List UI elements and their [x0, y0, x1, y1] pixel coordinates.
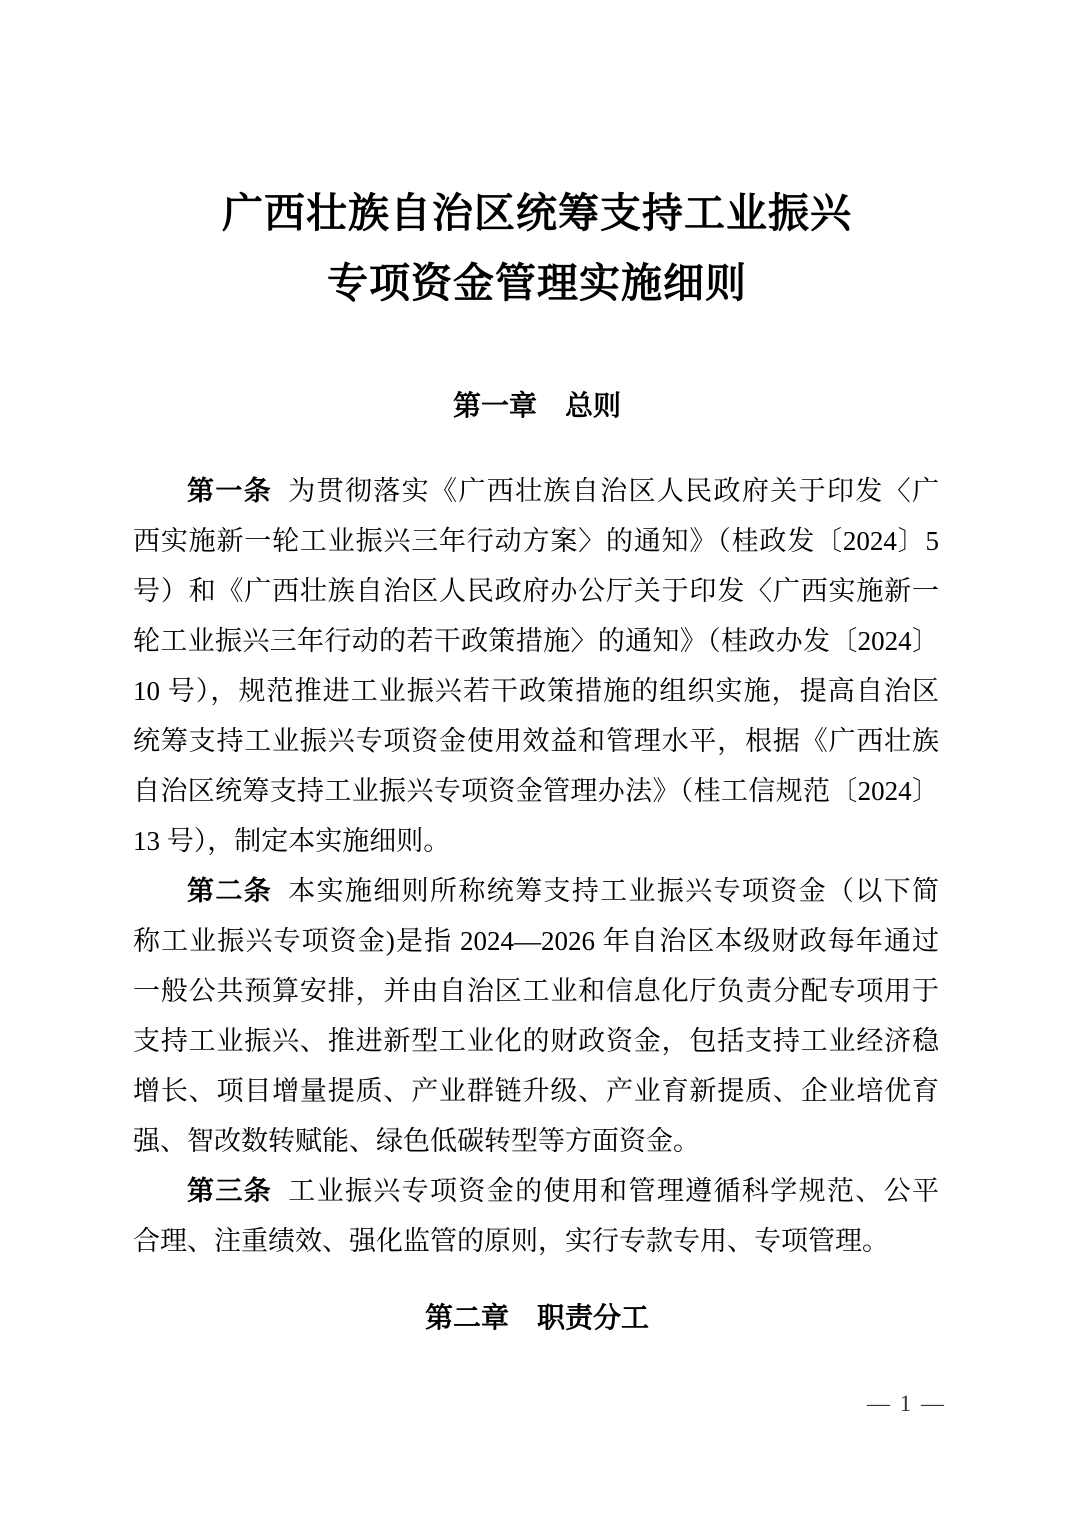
- article-1: [133, 466, 939, 866]
- article-1-label: 第一条: [187, 476, 273, 506]
- body-line: 一般公共预算安排，并由自治区工业和信息化厅负责分配专项用于: [133, 976, 939, 1006]
- body-line: 强、智改数转赋能、绿色低碳转型等方面资金。: [133, 1126, 700, 1156]
- body-line: [133, 466, 939, 516]
- body-line-text: 工业振兴专项资金的使用和管理遵循科学规范、公平: [288, 1176, 939, 1206]
- body-line: [133, 866, 939, 916]
- article-3: [133, 1166, 939, 1266]
- body-line: [133, 1166, 939, 1216]
- title-line-2: 专项资金管理实施细则: [327, 260, 747, 306]
- chapter-2-heading: 第二章 职责分工: [424, 1302, 649, 1333]
- body-line: 号）和《广西壮族自治区人民政府办公厅关于印发〈广西实施新一: [133, 576, 939, 606]
- body-line: 统筹支持工业振兴专项资金使用效益和管理水平，根据《广西壮族: [133, 726, 939, 756]
- body-line: 合理、注重绩效、强化监管的原则，实行专款专用、专项管理。: [133, 1226, 889, 1256]
- page-number: — 1 —: [867, 1391, 946, 1416]
- body-line: 13 号），制定本实施细则。: [133, 826, 451, 856]
- body-line: 支持工业振兴、推进新型工业化的财政资金，包括支持工业经济稳: [133, 1026, 939, 1056]
- article-3-label: 第三条: [187, 1176, 273, 1206]
- body-line: 称工业振兴专项资金)是指 2024—2026 年自治区本级财政每年通过: [133, 926, 939, 956]
- document-body: [133, 466, 939, 1266]
- body-line: 增长、项目增量提质、产业群链升级、产业育新提质、企业培优育: [133, 1076, 939, 1106]
- chapter-1-heading: 第一章 总则: [452, 390, 621, 421]
- article-2: [133, 866, 939, 1166]
- body-line: 自治区统筹支持工业振兴专项资金管理办法》（桂工信规范〔2024〕: [133, 776, 939, 806]
- body-line: 10 号），规范推进工业振兴若干政策措施的组织实施，提高自治区: [133, 676, 939, 706]
- title-line-1: 广西壮族自治区统筹支持工业振兴: [222, 190, 852, 236]
- body-line-text: 为贯彻落实《广西壮族自治区人民政府关于印发〈广: [288, 476, 939, 506]
- document-title: [0, 178, 1074, 318]
- body-line-text: 本实施细则所称统筹支持工业振兴专项资金（以下简: [288, 876, 939, 906]
- body-line: 轮工业振兴三年行动的若干政策措施〉的通知》（桂政办发〔2024〕: [133, 626, 939, 656]
- article-2-label: 第二条: [187, 876, 273, 906]
- body-line: 西实施新一轮工业振兴三年行动方案〉的通知》（桂政发〔2024〕5: [133, 526, 939, 556]
